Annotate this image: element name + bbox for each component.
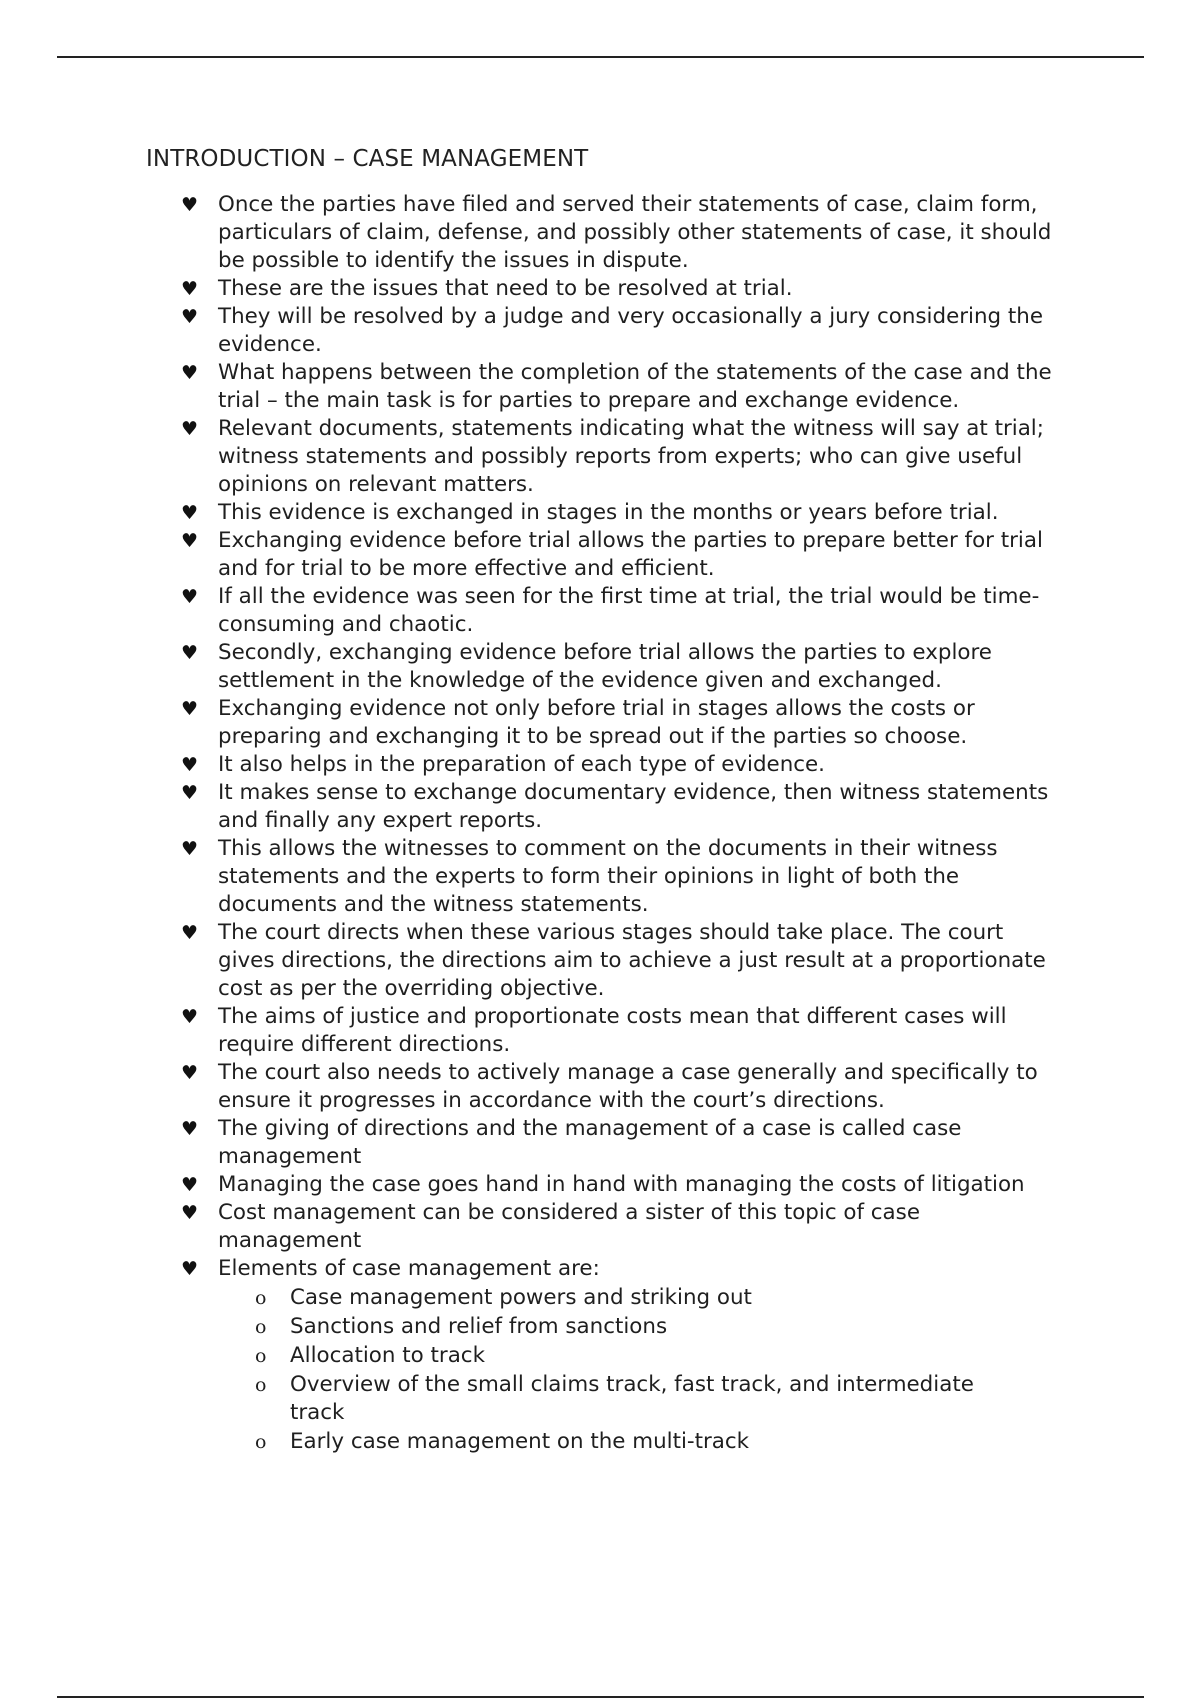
list-item-text: The giving of directions and the management of a case is called case management	[218, 1116, 962, 1169]
list-item-text: The aims of justice and proportionate costs mean that different cases will require different directions.	[218, 1004, 1007, 1057]
sub-list	[218, 1284, 1058, 1456]
heart-bullet-icon: ♥	[181, 922, 199, 944]
heart-bullet-icon: ♥	[181, 1006, 199, 1028]
list-item	[0, 1199, 1058, 1255]
sub-list-item	[218, 1371, 1035, 1427]
list-item	[0, 639, 1058, 695]
list-item-text: This allows the witnesses to comment on the documents in their witness statements and the experts to form their opinions in light of both the documents and the witness statements.	[218, 836, 998, 917]
list-item-text: Elements of case management are:	[218, 1256, 600, 1281]
heart-bullet-icon: ♥	[181, 1174, 199, 1196]
sub-list-item	[218, 1313, 1035, 1341]
list-item	[0, 919, 1058, 1003]
heart-bullet-icon: ♥	[181, 698, 199, 720]
sub-list-item	[218, 1284, 1035, 1312]
sub-list-item-text: Case management powers and striking out	[290, 1285, 752, 1310]
bullet-list	[0, 191, 1200, 1456]
heart-bullet-icon: ♥	[181, 782, 199, 804]
heart-bullet-icon: ♥	[181, 754, 199, 776]
heart-bullet-icon: ♥	[181, 278, 199, 300]
list-item	[0, 1115, 1058, 1171]
heart-bullet-icon: ♥	[181, 1062, 199, 1084]
sub-list-item	[218, 1428, 1035, 1456]
list-item	[0, 303, 1058, 359]
list-item-text: It makes sense to exchange documentary evidence, then witness statements and finally any expert reports.	[218, 780, 1049, 833]
list-item-text: Secondly, exchanging evidence before trial allows the parties to explore settlement in the knowledge of the evidence given and exchanged.	[218, 640, 992, 693]
list-item	[0, 415, 1058, 499]
heart-bullet-icon: ♥	[181, 1118, 199, 1140]
list-item	[0, 835, 1058, 919]
list-item	[0, 695, 1058, 751]
list-item-text: These are the issues that need to be resolved at trial.	[218, 276, 793, 301]
heart-bullet-icon: ♥	[181, 838, 199, 860]
heart-bullet-icon: ♥	[181, 642, 199, 664]
page-title: INTRODUCTION – CASE MANAGEMENT	[146, 146, 589, 172]
heart-bullet-icon: ♥	[181, 362, 199, 384]
list-item	[0, 527, 1058, 583]
circle-bullet-icon: o	[255, 1374, 267, 1396]
list-item	[0, 751, 1058, 779]
heart-bullet-icon: ♥	[181, 418, 199, 440]
list-item-text: Exchanging evidence before trial allows the parties to prepare better for trial and for trial to be more effective and efficient.	[218, 528, 1043, 581]
heart-bullet-icon: ♥	[181, 306, 199, 328]
sub-list-item-text: Allocation to track	[290, 1343, 485, 1368]
header-rule	[57, 56, 1144, 58]
heart-bullet-icon: ♥	[181, 1258, 199, 1280]
list-item	[0, 499, 1058, 527]
list-item-text: If all the evidence was seen for the first time at trial, the trial would be time-consuming and chaotic.	[218, 584, 1040, 637]
heart-bullet-icon: ♥	[181, 194, 199, 216]
sub-list-item-text: Sanctions and relief from sanctions	[290, 1314, 668, 1339]
list-item	[0, 1171, 1058, 1199]
circle-bullet-icon: o	[255, 1316, 267, 1338]
list-item	[0, 1003, 1058, 1059]
list-item-text: It also helps in the preparation of each type of evidence.	[218, 752, 825, 777]
list-item	[0, 779, 1058, 835]
list-item-text: Cost management can be considered a sister of this topic of case management	[218, 1200, 920, 1253]
list-item-text: The court directs when these various stages should take place. The court gives directions, the directions aim to achieve a just result at a proportionate cost as per the overriding objective.	[218, 920, 1046, 1001]
heart-bullet-icon: ♥	[181, 502, 199, 524]
heart-bullet-icon: ♥	[181, 586, 199, 608]
list-item	[0, 1059, 1058, 1115]
list-item-text: Relevant documents, statements indicating what the witness will say at trial; witness statements and possibly reports from experts; who can give useful opinions on relevant matters.	[218, 416, 1044, 497]
circle-bullet-icon: o	[255, 1345, 267, 1367]
list-item-text: Managing the case goes hand in hand with managing the costs of litigation	[218, 1172, 1025, 1197]
footer-rule	[57, 1696, 1144, 1698]
list-item-text: The court also needs to actively manage a case generally and specifically to ensure it progresses in accordance with the court’s directions.	[218, 1060, 1038, 1113]
circle-bullet-icon: o	[255, 1287, 267, 1309]
circle-bullet-icon: o	[255, 1431, 267, 1453]
sub-list-item	[218, 1342, 1035, 1370]
sub-list-item-text: Early case management on the multi-track	[290, 1429, 750, 1454]
list-item	[0, 275, 1058, 303]
list-item-text: Once the parties have filed and served their statements of case, claim form, particulars of claim, defense, and possibly other statements of case, it should be possible to identify the issues in dispute.	[218, 192, 1052, 273]
list-item-text: What happens between the completion of the statements of the case and the trial – the main task is for parties to prepare and exchange evidence.	[218, 360, 1052, 413]
heart-bullet-icon: ♥	[181, 1202, 199, 1224]
list-item-text: They will be resolved by a judge and very occasionally a jury considering the evidence.	[218, 304, 1044, 357]
sub-list-item-text: Overview of the small claims track, fast track, and intermediate track	[290, 1372, 974, 1425]
list-item	[0, 583, 1058, 639]
list-item	[0, 1255, 1058, 1456]
list-item	[0, 359, 1058, 415]
list-item-text: Exchanging evidence not only before trial in stages allows the costs or preparing and exchanging it to be spread out if the parties so choose.	[218, 696, 975, 749]
list-item-text: This evidence is exchanged in stages in the months or years before trial.	[218, 500, 999, 525]
heart-bullet-icon: ♥	[181, 530, 199, 552]
list-item	[0, 191, 1058, 275]
